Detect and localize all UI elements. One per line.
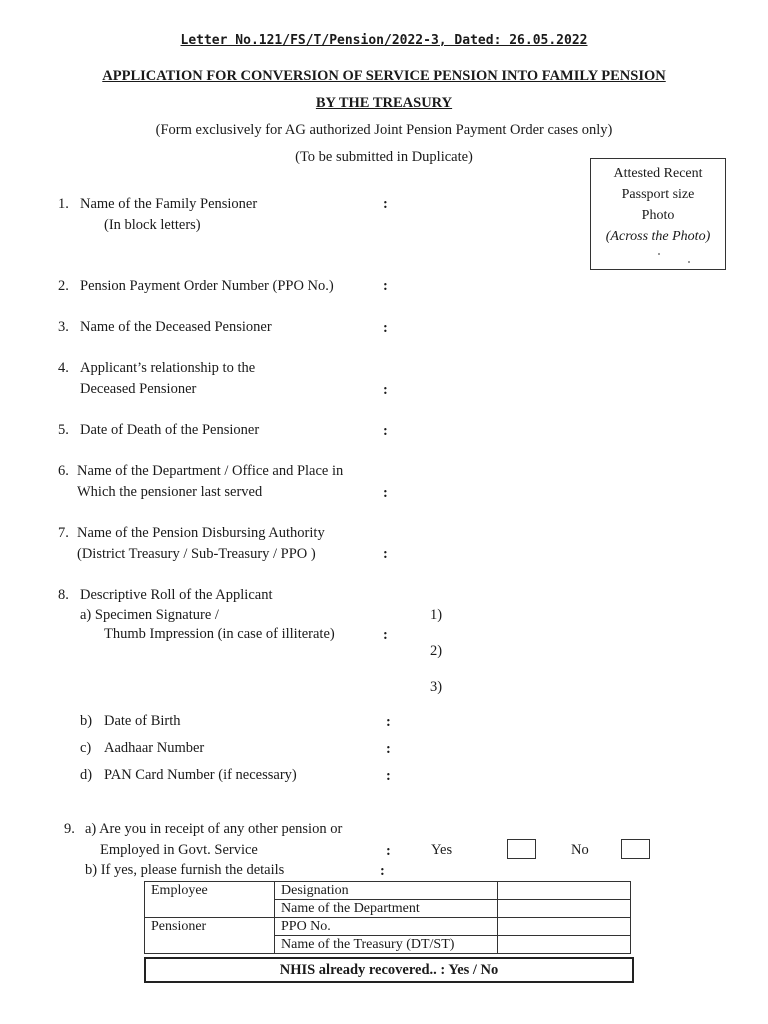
item-5-number: 5.	[58, 422, 69, 438]
item-7-colon: :	[383, 546, 388, 562]
item-8d-colon: :	[386, 768, 391, 784]
treasury-value-cell[interactable]	[498, 936, 631, 954]
item-8a-sublabel: Thumb Impression (in case of illiterate)	[104, 626, 335, 642]
item-8d-label: PAN Card Number (if necessary)	[104, 767, 297, 783]
item-6-sublabel: Which the pensioner last served	[77, 484, 263, 500]
details-table	[144, 881, 631, 954]
signature-slot-3: 3)	[430, 679, 443, 695]
item-4-colon: :	[383, 382, 388, 398]
table-row	[145, 882, 631, 900]
item-8b-colon: :	[386, 714, 391, 730]
item-8b-label: Date of Birth	[104, 713, 181, 729]
item-3-number: 3.	[58, 319, 69, 335]
item-7-sublabel: (District Treasury / Sub-Treasury / PPO )	[77, 546, 316, 562]
no-label: No	[571, 842, 589, 858]
item-2-number: 2.	[58, 278, 69, 294]
form-subtitle-1: (Form exclusively for AG authorized Joint Pension Payment Order cases only)	[155, 122, 613, 138]
item-8-label: Descriptive Roll of the Applicant	[80, 587, 273, 603]
item-7-label: Name of the Pension Disbursing Authority	[77, 525, 325, 541]
photo-box-line-4: (Across the Photo)	[605, 229, 711, 244]
signature-slot-1: 1)	[430, 607, 443, 623]
scan-speck	[658, 253, 660, 255]
item-4-number: 4.	[58, 360, 69, 376]
yes-checkbox[interactable]	[507, 839, 536, 859]
item-6-number: 6.	[58, 463, 69, 479]
department-cell: Name of the Department	[275, 900, 498, 918]
photo-box-line-2: Passport size	[621, 187, 695, 202]
item-9b-label: b) If yes, please furnish the details	[85, 862, 285, 878]
ppo-value-cell[interactable]	[498, 918, 631, 936]
item-8d-marker: d)	[80, 767, 93, 783]
item-1-sublabel: (In block letters)	[104, 217, 201, 233]
designation-cell: Designation	[275, 882, 498, 900]
item-2-colon: :	[383, 278, 388, 294]
form-subtitle-2: (To be submitted in Duplicate)	[295, 149, 473, 165]
item-2-label: Pension Payment Order Number (PPO No.)	[80, 278, 334, 294]
no-checkbox[interactable]	[621, 839, 650, 859]
item-5-label: Date of Death of the Pensioner	[80, 422, 260, 438]
employee-cell: Employee	[145, 882, 275, 918]
item-8c-marker: c)	[80, 740, 92, 756]
form-title-line-2: BY THE TREASURY	[315, 95, 453, 111]
photo-box-line-1: Attested Recent	[613, 166, 703, 181]
item-3-colon: :	[383, 320, 388, 336]
item-6-label: Name of the Department / Office and Place in	[77, 463, 344, 479]
item-4-label: Applicant’s relationship to the	[80, 360, 256, 376]
item-8-number: 8.	[58, 587, 69, 603]
item-1-colon: :	[383, 196, 388, 212]
item-9b-colon: :	[380, 863, 385, 879]
table-row	[145, 918, 631, 936]
letter-reference: Letter No.121/FS/T/Pension/2022-3, Dated: 26.05.2022	[180, 33, 588, 48]
item-8b-marker: b)	[80, 713, 93, 729]
nhis-box: NHIS already recovered.. : Yes / No	[144, 957, 634, 983]
item-8a-label: a) Specimen Signature /	[80, 607, 219, 623]
item-8c-label: Aadhaar Number	[104, 740, 205, 756]
form-title-line-1: APPLICATION FOR CONVERSION OF SERVICE PENSION INTO FAMILY PENSION	[102, 68, 666, 84]
item-9a-colon: :	[386, 843, 391, 859]
item-9-number: 9.	[64, 821, 75, 837]
pensioner-cell: Pensioner	[145, 918, 275, 954]
designation-value-cell[interactable]	[498, 882, 631, 900]
department-value-cell[interactable]	[498, 900, 631, 918]
item-5-colon: :	[383, 423, 388, 439]
scan-speck	[688, 261, 690, 263]
yes-label: Yes	[431, 842, 453, 858]
item-9a-sublabel: Employed in Govt. Service	[100, 842, 258, 858]
item-3-label: Name of the Deceased Pensioner	[80, 319, 272, 335]
photo-box-line-3: Photo	[641, 208, 675, 223]
item-7-number: 7.	[58, 525, 69, 541]
item-4-sublabel: Deceased Pensioner	[80, 381, 197, 397]
item-8a-colon: :	[383, 627, 388, 643]
item-9a-label: a) Are you in receipt of any other pension or	[85, 821, 343, 837]
treasury-cell: Name of the Treasury (DT/ST)	[275, 936, 498, 954]
ppo-cell: PPO No.	[275, 918, 498, 936]
item-8c-colon: :	[386, 741, 391, 757]
item-6-colon: :	[383, 485, 388, 501]
signature-slot-2: 2)	[430, 643, 443, 659]
item-1-number: 1.	[58, 196, 69, 212]
item-1-label: Name of the Family Pensioner	[80, 196, 258, 212]
